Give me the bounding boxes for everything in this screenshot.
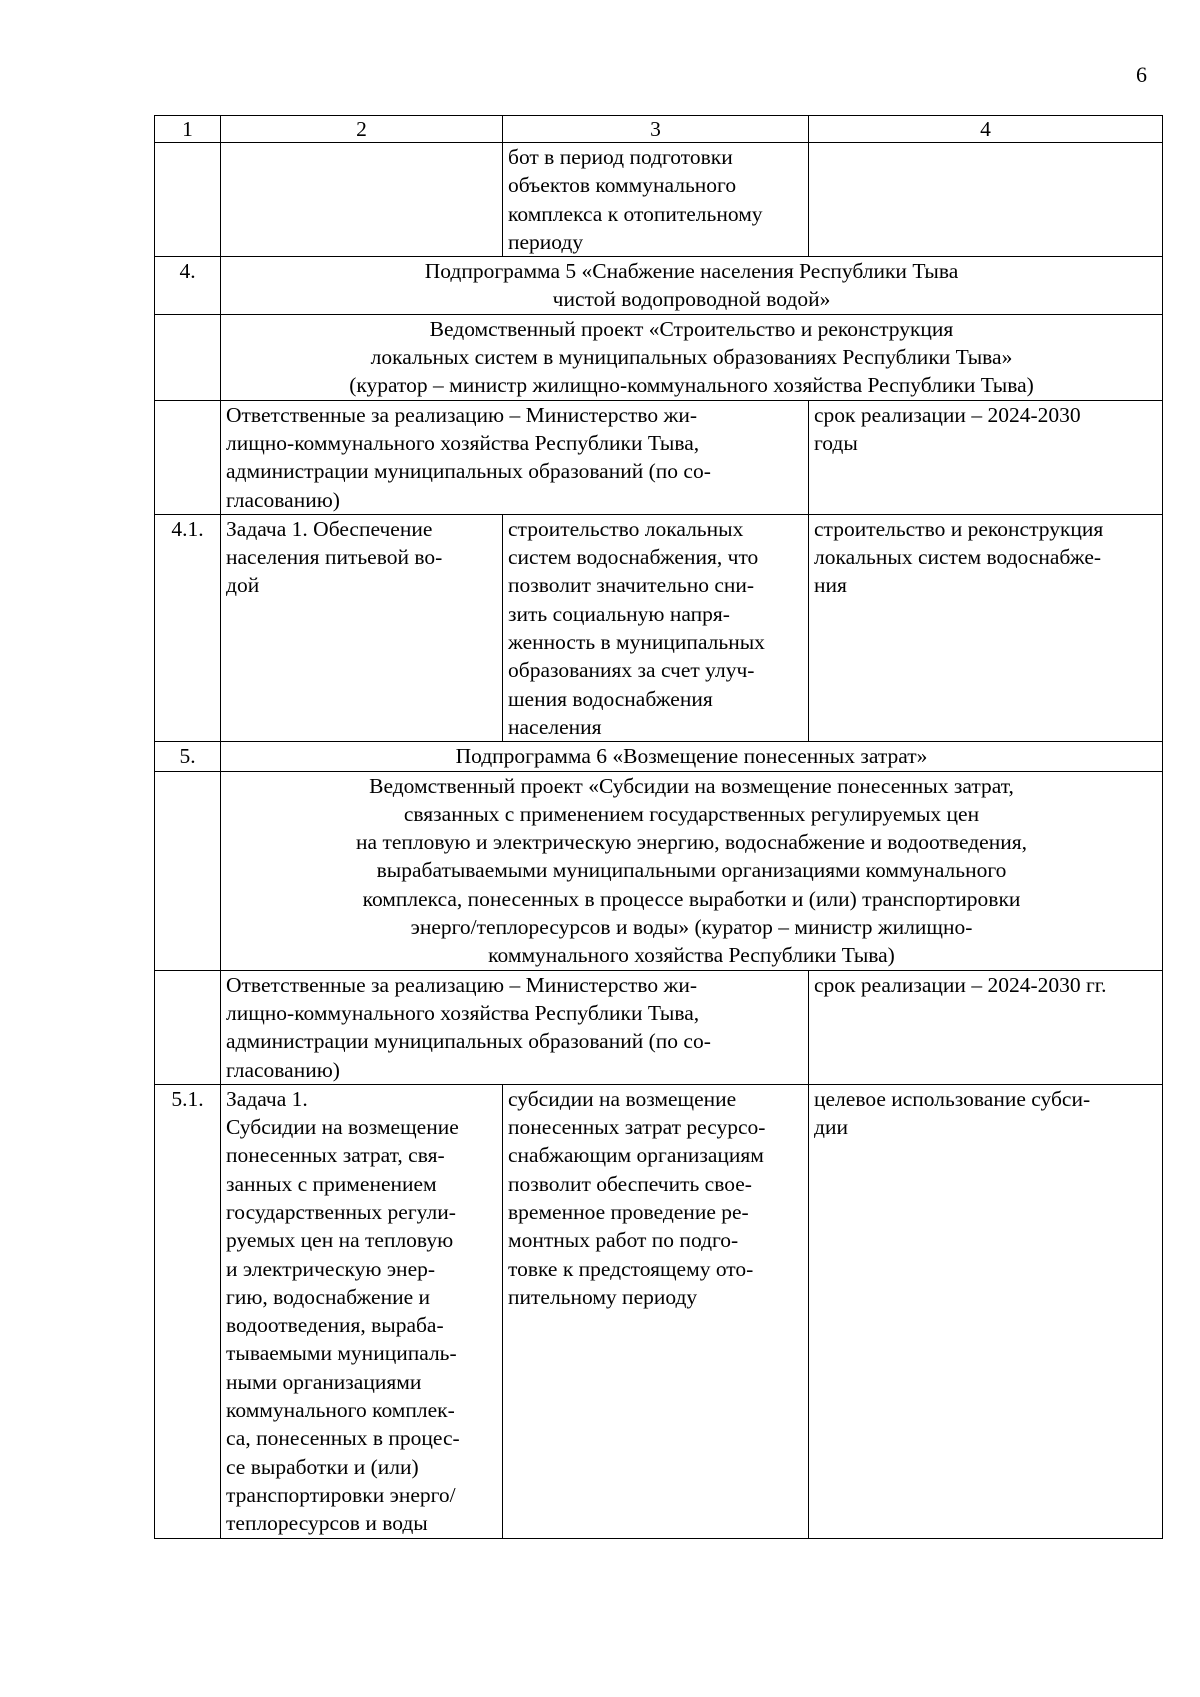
task-cell — [221, 1084, 503, 1538]
text-line: энерго/теплоресурсов и воды» (куратор – министр жилищно- — [410, 915, 973, 940]
table-header-row — [155, 116, 1163, 143]
text-line: комплекса к отопительному — [508, 201, 763, 226]
subprogram-6-title — [221, 742, 1163, 771]
text-line: локальных систем в муниципальных образованиях Республики Тыва» — [370, 345, 1013, 370]
row-number: 5.1. — [155, 1084, 221, 1538]
text-line: Подпрограмма 5 «Снабжение населения Республики Тыва — [424, 259, 959, 284]
deadline-6-text — [809, 970, 1163, 1084]
text-line: годы — [814, 430, 858, 455]
text-line: транспортировки энерго/ — [226, 1482, 456, 1507]
text-line: понесенных затрат ресурсо- — [508, 1115, 766, 1140]
text-line: товке к предстоящему ото- — [508, 1256, 754, 1281]
text-line: объектов коммунального — [508, 173, 737, 198]
text-line: шения водоснабжения — [508, 686, 713, 711]
responsible-6-text — [221, 970, 809, 1084]
text-line: монтных работ по подго- — [508, 1228, 739, 1253]
text-line: субсидии на возмещение — [508, 1086, 737, 1111]
task-4-1-row — [155, 514, 1163, 741]
text-line: администрации муниципальных образований (по со- — [226, 1029, 711, 1054]
text-line: женность в муниципальных — [508, 630, 765, 655]
text-line: коммунального хозяйства Республики Тыва) — [488, 943, 895, 968]
task-5-1-row — [155, 1084, 1163, 1538]
text-line: строительство локальных — [508, 516, 744, 541]
project-6-row — [155, 771, 1163, 970]
project-5-title — [221, 314, 1163, 400]
text-line: срок реализации – 2024-2030 — [814, 402, 1081, 427]
table-row-continuation — [155, 143, 1163, 257]
text-line: дии — [814, 1115, 848, 1140]
header-cell-3: 3 — [503, 116, 809, 143]
text-line: се выработки и (или) — [226, 1454, 419, 1479]
text-line: строительство и реконструкция — [814, 516, 1104, 541]
num-cell — [155, 314, 221, 400]
indicator-cell — [809, 514, 1163, 741]
effect-cell — [503, 1084, 809, 1538]
subprogram-6-row — [155, 742, 1163, 771]
text-line: руемых цен на тепловую — [226, 1228, 454, 1253]
text-line: населения — [508, 714, 602, 739]
text-line: Подпрограмма 6 «Возмещение понесенных затрат» — [455, 744, 928, 769]
text-line: образованиях за счет улуч- — [508, 658, 755, 683]
text-line: Ведомственный проект «Строительство и реконструкция — [429, 316, 954, 341]
effect-cell — [503, 143, 809, 257]
num-cell — [155, 970, 221, 1084]
text-line: ными организациями — [226, 1369, 422, 1394]
text-line: администрации муниципальных образований (по со- — [226, 459, 711, 484]
task-cell — [221, 143, 503, 257]
text-line: на тепловую и электрическую энергию, водоснабжение и водоотведения, — [356, 830, 1027, 855]
text-line: гласованию) — [226, 487, 340, 512]
text-line: тываемыми муниципаль- — [226, 1341, 457, 1366]
text-line: лищно-коммунального хозяйства Республики Тыва, — [226, 1000, 700, 1025]
num-cell — [155, 143, 221, 257]
text-line: срок реализации – 2024-2030 гг. — [814, 972, 1107, 997]
text-line: целевое использование субси- — [814, 1086, 1091, 1111]
text-line: теплоресурсов и воды — [226, 1511, 428, 1536]
text-line: государственных регули- — [226, 1199, 456, 1224]
text-line: периоду — [508, 229, 584, 254]
indicator-cell — [809, 1084, 1163, 1538]
text-line: Ответственные за реализацию – Министерство жи- — [226, 402, 698, 427]
indicator-cell — [809, 143, 1163, 257]
responsible-6-row — [155, 970, 1163, 1084]
text-line: Ведомственный проект «Субсидии на возмещение понесенных затрат, — [369, 773, 1014, 798]
text-line: дой — [226, 573, 260, 598]
deadline-5-text — [809, 400, 1163, 514]
text-line: Задача 1. — [226, 1086, 308, 1111]
project-5-row — [155, 314, 1163, 400]
project-6-title — [221, 771, 1163, 970]
text-line: лищно-коммунального хозяйства Республики Тыва, — [226, 430, 700, 455]
text-line: са, понесенных в процес- — [226, 1426, 460, 1451]
row-number: 5. — [155, 742, 221, 771]
text-line: чистой водопроводной водой» — [552, 287, 831, 312]
header-cell-4: 4 — [809, 116, 1163, 143]
text-line: комплекса, понесенных в процессе выработки и (или) транспортировки — [362, 886, 1021, 911]
subprogram-5-row — [155, 257, 1163, 315]
text-line: водоотведения, выраба- — [226, 1313, 444, 1338]
text-line: коммунального комплек- — [226, 1398, 455, 1423]
text-line: зить социальную напря- — [508, 601, 730, 626]
text-line: локальных систем водоснабже- — [814, 545, 1102, 570]
measures-table — [154, 115, 1163, 1539]
text-line: понесенных затрат, свя- — [226, 1143, 445, 1168]
effect-cell — [503, 514, 809, 741]
row-number: 4.1. — [155, 514, 221, 741]
subprogram-5-title — [221, 257, 1163, 315]
row-number: 4. — [155, 257, 221, 315]
text-line: Ответственные за реализацию – Министерство жи- — [226, 972, 698, 997]
responsible-5-text — [221, 400, 809, 514]
task-cell — [221, 514, 503, 741]
responsible-5-row — [155, 400, 1163, 514]
text-line: ния — [814, 573, 847, 598]
header-cell-1: 1 — [155, 116, 221, 143]
text-line: занных с применением — [226, 1171, 437, 1196]
num-cell — [155, 400, 221, 514]
header-cell-2: 2 — [221, 116, 503, 143]
text-line: бот в период подготовки — [508, 145, 733, 169]
text-line: Субсидии на возмещение — [226, 1115, 459, 1140]
text-line: временное проведение ре- — [508, 1199, 749, 1224]
text-line: гию, водоснабжение и — [226, 1284, 431, 1309]
text-line: вырабатываемыми муниципальными организациями коммунального — [376, 858, 1007, 883]
text-line: связанных с применением государственных регулируемых цен — [403, 801, 980, 826]
page-number: 6 — [1136, 62, 1147, 87]
text-line: систем водоснабжения, что — [508, 545, 759, 570]
text-line: (куратор – министр жилищно-коммунального хозяйства Республики Тыва) — [349, 373, 1034, 398]
text-line: населения питьевой во- — [226, 545, 443, 570]
text-line: пительному периоду — [508, 1284, 698, 1309]
text-line: снабжающим организациям — [508, 1143, 764, 1168]
text-line: Задача 1. Обеспечение — [226, 516, 433, 541]
text-line: позволит значительно сни- — [508, 573, 755, 598]
text-line: гласованию) — [226, 1057, 340, 1082]
text-line: и электрическую энер- — [226, 1256, 436, 1281]
text-line: позволит обеспечить свое- — [508, 1171, 752, 1196]
num-cell — [155, 771, 221, 970]
